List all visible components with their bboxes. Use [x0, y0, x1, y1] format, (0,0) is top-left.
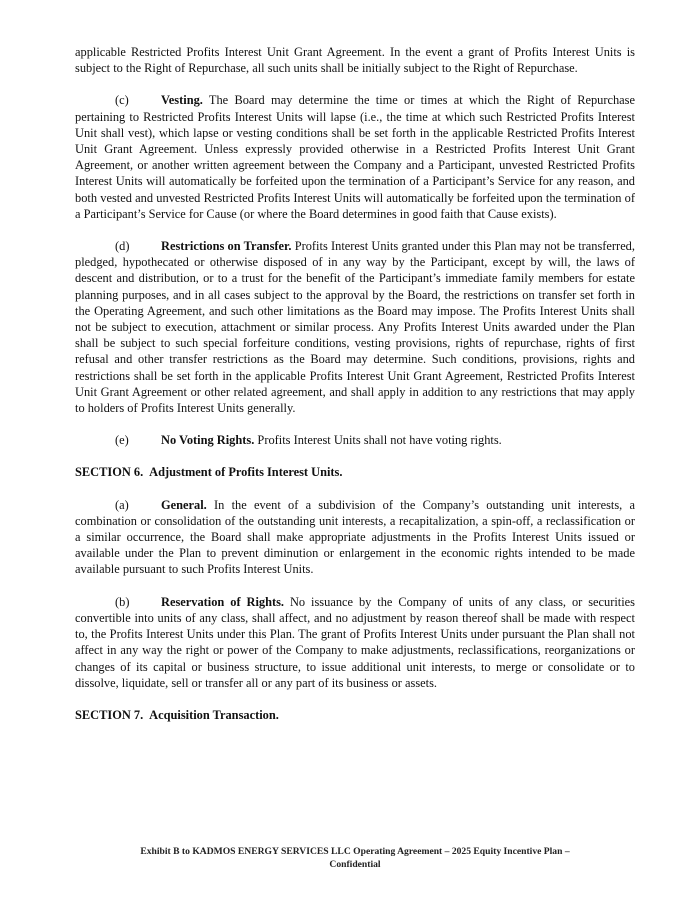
paragraph-marker: (c) — [115, 93, 129, 108]
section-7-heading — [75, 707, 635, 723]
paragraph-6b-reservation-of-rights — [75, 594, 635, 691]
paragraph-heading: Reservation of Rights. — [161, 594, 285, 609]
section-title: Adjustment of Profits Interest Units. — [149, 465, 343, 480]
continuation-paragraph: applicable Restricted Profits Interest Unit Grant Agreement. In the event a grant of Profits Interest Units is subject to the Right of Repurchase, all such units shall be initially subject to the Right of Repurchase. — [75, 45, 635, 76]
paragraph-d-restrictions-on-transfer — [75, 238, 635, 416]
paragraph-text: Profits Interest Units shall not have voting rights. — [257, 433, 502, 448]
section-number: SECTION 6. — [75, 465, 144, 480]
paragraph-e-no-voting-rights — [75, 432, 635, 448]
paragraph-marker: (d) — [115, 239, 130, 254]
paragraph-heading: General. — [161, 497, 207, 512]
page-footer — [75, 846, 635, 871]
paragraph-marker: (a) — [115, 497, 129, 512]
paragraph-6a-general — [75, 497, 635, 578]
paragraph-marker: (b) — [115, 594, 130, 609]
paragraph-marker: (e) — [115, 433, 129, 448]
section-title: Acquisition Transaction. — [149, 707, 279, 722]
paragraph-text: The Board may determine the time or times at which the Right of Repurchase pertaining to Restricted Profits Interest Units will lapse (i.e., the time at which such Restricted Profits Interest Unit shall vest), which lapse or vesting conditions shall be set forth in the applicable Restricted Profits Interest Unit Grant Agreement. Unless expressly provided otherwise in a Restricted Profits Interest Unit Grant Agreement, or another written agreement between the Company and a Participant, unvested Restricted Profits Interest Units will automatically be forfeited upon the termination of a Participant’s Service for any reason, and both vested and unvested Restricted Profits Interest Units will automatically be forfeited upon the termination of a Participant’s Service for Cause (or where the Board determines in good faith that Cause exists). — [75, 93, 635, 221]
footer-line-2: Confidential — [329, 858, 381, 870]
paragraph-text: No issuance by the Company of units of any class, or securities convertible into units of any class, shall affect, and no adjustment by reason thereof shall be made with respect to, the Profits Interest Units under this Plan. The grant of Profits Interest Units under pursuant the Plan shall not affect in any way the right or power of the Company to make adjustments, reclassifications, reorganizations or changes of its capital or business structure, to issue additional unit interests, to merge or consolidate or to dissolve, liquidate, sell or transfer all or any part of its business or assets. — [75, 594, 635, 690]
section-6-heading — [75, 464, 635, 480]
paragraph-text: In the event of a subdivision of the Company’s outstanding unit interests, a combination or consolidation of the outstanding unit interests, a recapitalization, a spin-off, a reclassification or a similar occurrence, the Board shall make appropriate adjustments in the Profits Interest Units issued or available under the Plan to prevent diminution or enlargement in the economic rights intended to be made available pursuant to such Profits Interest Units. — [75, 497, 635, 577]
paragraph-heading: Vesting. — [161, 93, 203, 108]
document-page — [75, 44, 635, 739]
paragraph-c-vesting — [75, 92, 635, 222]
paragraph-text: Profits Interest Units granted under this Plan may not be transferred, pledged, hypothecated or otherwise disposed of in any way by the Participant, except by will, the laws of descent and distribution, or to a trust for the benefit of the Participant’s immediate family members for estate planning purposes, and in all cases subject to the approval by the Board, the restrictions on transfer set forth in the Operating Agreement, and such other limitations as the Board may impose. The Profits Interest Units shall not be subject to execution, attachment or similar process. Any Profits Interest Units awarded under the Plan shall be subject to such special forfeiture conditions, vesting provisions, rights of repurchase, rights of first refusal and other transfer restrictions as the Board may determine. Such conditions, provisions, rights and restrictions shall be set forth in the applicable Profits Interest Unit Grant Agreement, Restricted Profits Interest Unit Grant Agreement or other related agreement, and shall apply in addition to any restrictions that may apply to holders of Profits Interest Units generally. — [75, 239, 635, 416]
paragraph-heading: Restrictions on Transfer. — [161, 239, 292, 254]
section-number: SECTION 7. — [75, 707, 144, 722]
paragraph-heading: No Voting Rights. — [161, 433, 255, 448]
footer-line-1: Exhibit B to KADMOS ENERGY SERVICES LLC Operating Agreement – 2025 Equity Incentive Plan – — [140, 846, 570, 857]
